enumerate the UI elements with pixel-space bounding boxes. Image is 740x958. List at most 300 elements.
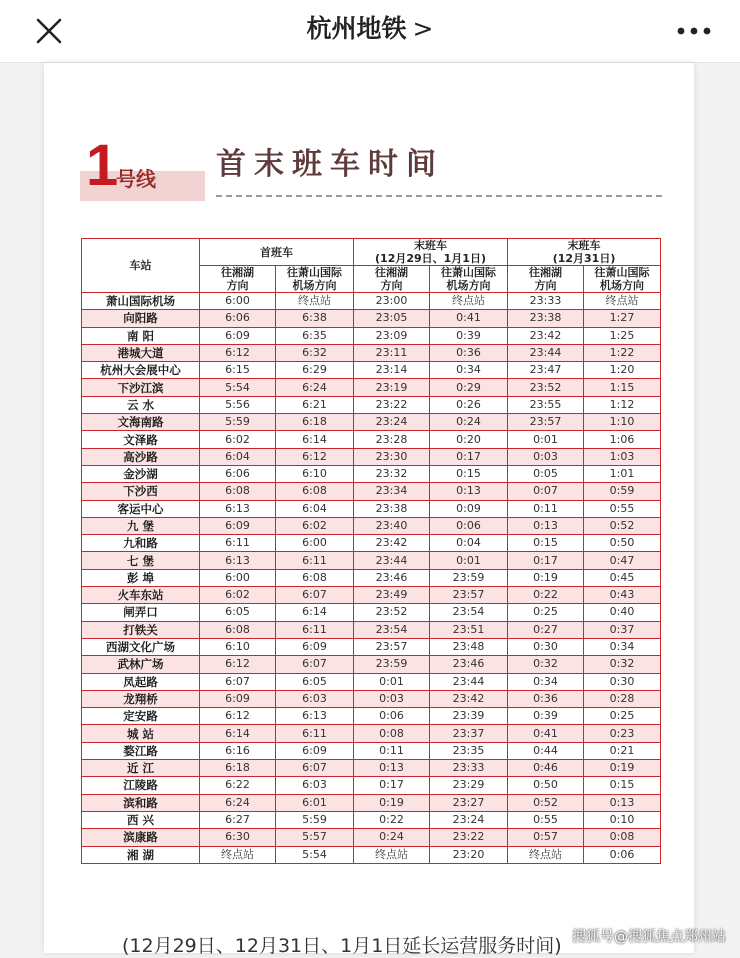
time-cell: 6:08 [200, 621, 276, 638]
time-cell: 0:23 [584, 725, 661, 742]
close-icon [35, 17, 63, 45]
header-line: 末班车 [414, 239, 447, 252]
table-row [82, 587, 661, 604]
time-cell: 6:32 [276, 344, 354, 361]
more-dots-icon [676, 26, 712, 36]
station-cell: 火车东站 [82, 587, 200, 604]
table-row [82, 483, 661, 500]
time-cell: 6:12 [276, 448, 354, 465]
time-cell: 23:51 [430, 621, 508, 638]
time-cell: 1:20 [584, 362, 661, 379]
time-cell: 6:08 [200, 483, 276, 500]
time-cell: 0:47 [584, 552, 661, 569]
sub-header [584, 266, 661, 293]
station-cell: 下沙江滨 [82, 379, 200, 396]
header-line: 方向 [534, 279, 557, 292]
last-train-header-1 [354, 239, 508, 266]
station-cell: 打铁关 [82, 621, 200, 638]
station-cell: 下沙西 [82, 483, 200, 500]
time-cell: 6:16 [200, 742, 276, 759]
time-cell: 6:02 [200, 431, 276, 448]
time-cell: 1:03 [584, 448, 661, 465]
time-cell: 0:50 [508, 777, 584, 794]
time-cell: 23:27 [430, 794, 508, 811]
table-row [82, 777, 661, 794]
time-cell: 6:06 [200, 465, 276, 482]
table-row [82, 379, 661, 396]
time-cell: 6:07 [276, 760, 354, 777]
time-cell: 5:54 [276, 846, 354, 863]
table-row [82, 708, 661, 725]
table-row [82, 448, 661, 465]
station-cell: 湘 湖 [82, 846, 200, 863]
table-row [82, 690, 661, 707]
top-bar [0, 0, 740, 63]
time-cell: 0:03 [508, 448, 584, 465]
time-cell: 23:48 [430, 638, 508, 655]
station-cell: 近 江 [82, 760, 200, 777]
time-cell: 23:29 [430, 777, 508, 794]
station-cell: 武林广场 [82, 656, 200, 673]
time-cell: 0:06 [584, 846, 661, 863]
time-cell: 0:13 [508, 517, 584, 534]
time-cell: 0:24 [354, 829, 430, 846]
table-row [82, 535, 661, 552]
station-cell: 彭 埠 [82, 569, 200, 586]
time-cell: 5:59 [200, 414, 276, 431]
first-train-header: 首班车 [200, 239, 354, 266]
time-cell: 23:44 [430, 673, 508, 690]
time-cell: 0:44 [508, 742, 584, 759]
time-cell: 0:59 [584, 483, 661, 500]
time-cell: 0:05 [508, 465, 584, 482]
table-row [82, 431, 661, 448]
station-cell: 萧山国际机场 [82, 293, 200, 310]
time-cell: 5:57 [276, 829, 354, 846]
time-cell: 0:04 [430, 535, 508, 552]
time-cell: 23:47 [508, 362, 584, 379]
time-cell: 0:10 [584, 811, 661, 828]
station-cell: 文海南路 [82, 414, 200, 431]
station-cell: 江陵路 [82, 777, 200, 794]
time-cell: 6:05 [200, 604, 276, 621]
station-cell: 闸弄口 [82, 604, 200, 621]
time-cell: 23:40 [354, 517, 430, 534]
time-cell: 0:52 [508, 794, 584, 811]
time-cell: 6:35 [276, 327, 354, 344]
time-cell: 6:07 [276, 587, 354, 604]
time-cell: 0:40 [584, 604, 661, 621]
more-button[interactable] [672, 16, 716, 46]
table-row [82, 621, 661, 638]
time-cell: 1:15 [584, 379, 661, 396]
time-cell: 0:21 [584, 742, 661, 759]
time-cell: 23:38 [354, 500, 430, 517]
time-cell: 23:57 [430, 587, 508, 604]
time-cell: 6:11 [276, 621, 354, 638]
time-cell: 0:01 [430, 552, 508, 569]
time-cell: 23:59 [430, 569, 508, 586]
time-cell: 23:55 [508, 396, 584, 413]
station-cell: 九和路 [82, 535, 200, 552]
dashed-divider [216, 195, 662, 197]
footer-note: (12月29日、12月31日、1月1日延长运营服务时间) [122, 935, 562, 957]
sub-header [200, 266, 276, 293]
time-cell: 6:04 [276, 500, 354, 517]
time-cell: 0:25 [584, 708, 661, 725]
time-cell: 终点站 [584, 293, 661, 310]
time-cell: 6:38 [276, 310, 354, 327]
time-cell: 23:09 [354, 327, 430, 344]
station-cell: 客运中心 [82, 500, 200, 517]
time-cell: 23:32 [354, 465, 430, 482]
time-cell: 0:25 [508, 604, 584, 621]
time-cell: 6:10 [276, 465, 354, 482]
header-line: 往萧山国际 [441, 266, 496, 279]
time-cell: 23:42 [430, 690, 508, 707]
time-cell: 6:09 [276, 742, 354, 759]
table-row [82, 811, 661, 828]
table-header-row [82, 239, 661, 266]
table-row [82, 725, 661, 742]
table-row [82, 742, 661, 759]
station-cell: 滨和路 [82, 794, 200, 811]
time-cell: 6:18 [276, 414, 354, 431]
time-cell: 6:11 [276, 552, 354, 569]
time-cell: 23:42 [508, 327, 584, 344]
table-row [82, 760, 661, 777]
time-cell: 0:39 [508, 708, 584, 725]
time-cell: 5:59 [276, 811, 354, 828]
time-cell: 0:11 [354, 742, 430, 759]
table-row [82, 656, 661, 673]
page-title[interactable] [0, 0, 740, 62]
time-cell: 23:52 [508, 379, 584, 396]
time-cell: 23:19 [354, 379, 430, 396]
time-cell: 6:06 [200, 310, 276, 327]
time-cell: 23:37 [430, 725, 508, 742]
time-cell: 0:57 [508, 829, 584, 846]
time-cell: 1:12 [584, 396, 661, 413]
time-cell: 0:01 [354, 673, 430, 690]
time-cell: 1:01 [584, 465, 661, 482]
time-cell: 6:13 [200, 500, 276, 517]
station-cell: 南 阳 [82, 327, 200, 344]
time-cell: 23:42 [354, 535, 430, 552]
time-cell: 23:20 [430, 846, 508, 863]
time-cell: 23:44 [354, 552, 430, 569]
time-cell: 0:07 [508, 483, 584, 500]
time-cell: 23:33 [508, 293, 584, 310]
time-cell: 0:34 [430, 362, 508, 379]
time-cell: 0:24 [430, 414, 508, 431]
time-cell: 23:54 [430, 604, 508, 621]
table-row [82, 293, 661, 310]
header-line: 机场方向 [292, 279, 337, 292]
chevron-right-icon: > [412, 14, 434, 43]
time-cell: 6:09 [200, 690, 276, 707]
header-line: 往湘湖 [375, 266, 408, 279]
time-cell: 6:04 [200, 448, 276, 465]
sub-header [276, 266, 354, 293]
time-cell: 0:19 [354, 794, 430, 811]
time-cell: 0:39 [430, 327, 508, 344]
time-cell: 23:54 [354, 621, 430, 638]
time-cell: 0:19 [584, 760, 661, 777]
time-cell: 23:00 [354, 293, 430, 310]
header-line: (12月29日、1月1日) [375, 252, 486, 265]
time-cell: 终点站 [430, 293, 508, 310]
time-cell: 23:34 [354, 483, 430, 500]
time-cell: 6:29 [276, 362, 354, 379]
header-line: 机场方向 [600, 279, 645, 292]
time-cell: 6:14 [200, 725, 276, 742]
time-cell: 5:54 [200, 379, 276, 396]
time-cell: 5:56 [200, 396, 276, 413]
header-line: 往萧山国际 [287, 266, 342, 279]
header-line: 往湘湖 [529, 266, 563, 279]
time-cell: 23:46 [354, 569, 430, 586]
sub-header [354, 266, 430, 293]
time-cell: 6:00 [276, 535, 354, 552]
timetable-document [44, 63, 694, 957]
time-cell: 0:11 [508, 500, 584, 517]
time-cell: 6:01 [276, 794, 354, 811]
table-row [82, 465, 661, 482]
station-cell: 凤起路 [82, 673, 200, 690]
table-row [82, 396, 661, 413]
table-row [82, 794, 661, 811]
time-cell: 23:59 [354, 656, 430, 673]
time-cell: 23:11 [354, 344, 430, 361]
header-line: 机场方向 [446, 279, 491, 292]
time-cell: 6:13 [200, 552, 276, 569]
time-cell: 6:30 [200, 829, 276, 846]
table-row [82, 638, 661, 655]
station-cell: 西 兴 [82, 811, 200, 828]
time-cell: 23:49 [354, 587, 430, 604]
station-cell: 向阳路 [82, 310, 200, 327]
time-cell: 6:12 [200, 656, 276, 673]
time-cell: 0:30 [508, 638, 584, 655]
time-cell: 6:09 [276, 638, 354, 655]
table-row [82, 414, 661, 431]
time-cell: 0:52 [584, 517, 661, 534]
time-cell: 23:39 [430, 708, 508, 725]
time-cell: 0:37 [584, 621, 661, 638]
time-cell: 6:05 [276, 673, 354, 690]
time-cell: 6:12 [200, 344, 276, 361]
time-cell: 23:24 [354, 414, 430, 431]
time-cell: 6:08 [276, 483, 354, 500]
time-cell: 6:00 [200, 569, 276, 586]
time-cell: 6:15 [200, 362, 276, 379]
station-cell: 定安路 [82, 708, 200, 725]
time-cell: 23:52 [354, 604, 430, 621]
line-number: 1 [86, 133, 119, 198]
time-cell: 0:43 [584, 587, 661, 604]
time-cell: 6:22 [200, 777, 276, 794]
timetable [81, 238, 661, 864]
time-cell: 23:35 [430, 742, 508, 759]
time-cell: 终点站 [508, 846, 584, 863]
station-cell: 城 站 [82, 725, 200, 742]
time-cell: 23:57 [508, 414, 584, 431]
table-row [82, 569, 661, 586]
time-cell: 6:11 [200, 535, 276, 552]
table-row [82, 673, 661, 690]
header-line: 方向 [380, 279, 403, 292]
time-cell: 23:44 [508, 344, 584, 361]
watermark: 搜狐号@搜狐焦点郑州站 [572, 929, 726, 945]
table-row [82, 829, 661, 846]
time-cell: 6:14 [276, 431, 354, 448]
time-cell: 0:13 [584, 794, 661, 811]
time-cell: 0:09 [430, 500, 508, 517]
station-cell: 文泽路 [82, 431, 200, 448]
time-cell: 0:27 [508, 621, 584, 638]
table-row [82, 552, 661, 569]
station-cell: 云 水 [82, 396, 200, 413]
table-row [82, 500, 661, 517]
time-cell: 0:22 [354, 811, 430, 828]
time-cell: 0:08 [584, 829, 661, 846]
time-cell: 0:01 [508, 431, 584, 448]
time-cell: 0:06 [354, 708, 430, 725]
time-cell: 0:50 [584, 535, 661, 552]
time-cell: 0:32 [508, 656, 584, 673]
time-cell: 6:03 [276, 777, 354, 794]
time-cell: 6:08 [276, 569, 354, 586]
time-cell: 终点站 [200, 846, 276, 863]
document-heading: 首末班车时间 [216, 147, 444, 182]
line-suffix: 号线 [116, 167, 156, 191]
time-cell: 0:41 [508, 725, 584, 742]
time-cell: 23:38 [508, 310, 584, 327]
station-cell: 婺江路 [82, 742, 200, 759]
time-cell: 6:14 [276, 604, 354, 621]
time-cell: 23:14 [354, 362, 430, 379]
time-cell: 1:10 [584, 414, 661, 431]
time-cell: 0:15 [430, 465, 508, 482]
header-line: 方向 [226, 279, 249, 292]
time-cell: 23:22 [430, 829, 508, 846]
time-cell: 0:55 [508, 811, 584, 828]
time-cell: 0:20 [430, 431, 508, 448]
time-cell: 6:27 [200, 811, 276, 828]
time-cell: 0:13 [354, 760, 430, 777]
station-cell: 西湖文化广场 [82, 638, 200, 655]
time-cell: 6:07 [276, 656, 354, 673]
header-line: 往萧山国际 [594, 266, 650, 279]
station-cell: 龙翔桥 [82, 690, 200, 707]
time-cell: 0:34 [508, 673, 584, 690]
time-cell: 6:11 [276, 725, 354, 742]
time-cell: 0:17 [354, 777, 430, 794]
time-cell: 6:07 [200, 673, 276, 690]
time-cell: 6:03 [276, 690, 354, 707]
time-cell: 0:55 [584, 500, 661, 517]
time-cell: 23:22 [354, 396, 430, 413]
time-cell: 0:17 [430, 448, 508, 465]
time-cell: 6:12 [200, 708, 276, 725]
table-row [82, 846, 661, 863]
time-cell: 0:26 [430, 396, 508, 413]
time-cell: 1:27 [584, 310, 661, 327]
time-cell: 0:46 [508, 760, 584, 777]
time-cell: 0:15 [508, 535, 584, 552]
time-cell: 23:05 [354, 310, 430, 327]
time-cell: 23:33 [430, 760, 508, 777]
time-cell: 0:17 [508, 552, 584, 569]
table-row [82, 604, 661, 621]
station-cell: 九 堡 [82, 517, 200, 534]
time-cell: 0:13 [430, 483, 508, 500]
station-cell: 港城大道 [82, 344, 200, 361]
time-cell: 0:41 [430, 310, 508, 327]
time-cell: 23:28 [354, 431, 430, 448]
time-cell: 0:36 [430, 344, 508, 361]
station-cell: 七 堡 [82, 552, 200, 569]
time-cell: 0:34 [584, 638, 661, 655]
table-row [82, 327, 661, 344]
station-cell: 滨康路 [82, 829, 200, 846]
time-cell: 0:22 [508, 587, 584, 604]
station-cell: 杭州大会展中心 [82, 362, 200, 379]
sub-header [508, 266, 584, 293]
table-row [82, 310, 661, 327]
title-text: 杭州地铁 [306, 14, 407, 43]
time-cell: 6:10 [200, 638, 276, 655]
time-cell: 终点站 [354, 846, 430, 863]
last-train-header-2 [508, 239, 661, 266]
time-cell: 6:09 [200, 517, 276, 534]
header-line: 往湘湖 [221, 266, 254, 279]
time-cell: 23:57 [354, 638, 430, 655]
time-cell: 6:24 [200, 794, 276, 811]
station-cell: 高沙路 [82, 448, 200, 465]
header-line: (12月31日) [552, 252, 616, 265]
time-cell: 0:45 [584, 569, 661, 586]
close-button[interactable] [30, 12, 68, 50]
time-cell: 23:30 [354, 448, 430, 465]
time-cell: 0:29 [430, 379, 508, 396]
time-cell: 1:06 [584, 431, 661, 448]
table-row [82, 362, 661, 379]
time-cell: 23:46 [430, 656, 508, 673]
time-cell: 0:30 [584, 673, 661, 690]
time-cell: 6:24 [276, 379, 354, 396]
table-row [82, 517, 661, 534]
table-row [82, 344, 661, 361]
time-cell: 6:02 [276, 517, 354, 534]
time-cell: 0:19 [508, 569, 584, 586]
time-cell: 0:06 [430, 517, 508, 534]
time-cell: 0:08 [354, 725, 430, 742]
station-cell: 金沙湖 [82, 465, 200, 482]
time-cell: 0:15 [584, 777, 661, 794]
time-cell: 23:24 [430, 811, 508, 828]
time-cell: 6:02 [200, 587, 276, 604]
time-cell: 终点站 [276, 293, 354, 310]
time-cell: 6:09 [200, 327, 276, 344]
time-cell: 1:25 [584, 327, 661, 344]
time-cell: 0:36 [508, 690, 584, 707]
station-header: 车站 [82, 239, 200, 293]
time-cell: 6:18 [200, 760, 276, 777]
time-cell: 6:21 [276, 396, 354, 413]
time-cell: 0:03 [354, 690, 430, 707]
